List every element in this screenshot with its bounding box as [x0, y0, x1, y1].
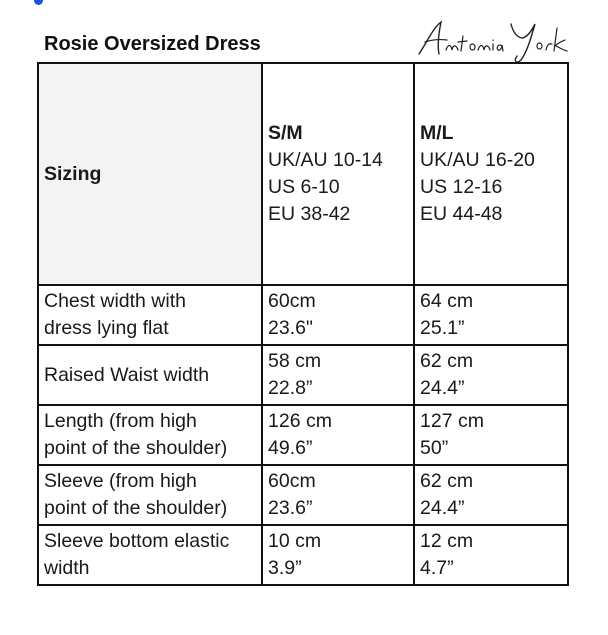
measurement-label-line: Raised Waist width	[44, 363, 210, 386]
ml-value-cm: 62 cm	[420, 350, 474, 372]
ml-value-cm: 127 cm	[420, 410, 484, 432]
measurement-label-line: width	[44, 557, 90, 579]
ml-value-cell	[414, 345, 568, 405]
sm-value-cell	[262, 405, 414, 465]
measurement-label-line: dress lying flat	[44, 317, 169, 339]
size-sm-uk: UK/AU 10-14	[268, 149, 383, 171]
sm-value-inch: 23.6"	[268, 317, 313, 339]
size-sm-name: S/M	[268, 122, 303, 144]
measurement-label-cell	[38, 525, 262, 585]
ml-value-inch: 50”	[420, 437, 449, 459]
sm-value-inch: 3.9”	[268, 557, 302, 579]
sm-value-inch: 22.8”	[268, 377, 313, 399]
ml-value-cm: 62 cm	[420, 470, 474, 492]
ml-value-cm: 12 cm	[420, 530, 474, 552]
size-ml-us: US 12-16	[420, 176, 503, 198]
table-row-chest-width	[38, 285, 568, 345]
size-chart-table	[37, 62, 569, 586]
size-sm-eu: EU 38-42	[268, 203, 351, 225]
sm-value-cell	[262, 525, 414, 585]
sm-value-cell	[262, 465, 414, 525]
blue-dot-decoration	[34, 0, 43, 5]
ml-value-inch: 4.7”	[420, 557, 454, 579]
measurement-label-line: Sleeve bottom elastic	[44, 530, 230, 552]
ml-value-cell	[414, 285, 568, 345]
measurement-label-line: Chest width with	[44, 290, 186, 312]
sm-value-inch: 49.6”	[268, 437, 313, 459]
measurement-label-cell	[38, 285, 262, 345]
sm-value-cell	[262, 345, 414, 405]
measurement-label-line: point of the shoulder)	[44, 437, 228, 459]
size-sm-header-cell	[262, 63, 414, 285]
ml-value-inch: 24.4”	[420, 497, 465, 519]
sm-value-cm: 58 cm	[268, 350, 322, 372]
ml-value-inch: 25.1”	[420, 317, 465, 339]
ml-value-inch: 24.4”	[420, 377, 465, 399]
page-title: Rosie Oversized Dress	[44, 33, 261, 55]
measurement-label-line: Length (from high	[44, 410, 197, 432]
size-ml-header-cell	[414, 63, 568, 285]
measurement-label-cell	[38, 345, 262, 405]
size-ml-name: M/L	[420, 122, 454, 144]
ml-value-cell	[414, 525, 568, 585]
sm-value-cm: 10 cm	[268, 530, 322, 552]
sizing-header-cell	[38, 63, 262, 285]
size-sm-us: US 6-10	[268, 176, 340, 198]
sm-value-cm: 60cm	[268, 290, 316, 312]
ml-value-cm: 64 cm	[420, 290, 474, 312]
ml-value-cell	[414, 405, 568, 465]
brand-signature-logo	[413, 14, 573, 66]
table-row-raised-waist	[38, 345, 568, 405]
measurement-label-cell	[38, 465, 262, 525]
table-header-row	[38, 63, 568, 285]
size-ml-eu: EU 44-48	[420, 203, 503, 225]
measurement-label-cell	[38, 405, 262, 465]
size-ml-uk: UK/AU 16-20	[420, 149, 535, 171]
sizing-header-label: Sizing	[44, 162, 102, 185]
sm-value-cm: 60cm	[268, 470, 316, 492]
measurement-label-line: point of the shoulder)	[44, 497, 228, 519]
sm-value-inch: 23.6”	[268, 497, 313, 519]
table-row-sleeve-elastic	[38, 525, 568, 585]
table-row-sleeve	[38, 465, 568, 525]
measurement-label-line: Sleeve (from high	[44, 470, 197, 492]
sm-value-cell	[262, 285, 414, 345]
sm-value-cm: 126 cm	[268, 410, 332, 432]
ml-value-cell	[414, 465, 568, 525]
table-row-length	[38, 405, 568, 465]
